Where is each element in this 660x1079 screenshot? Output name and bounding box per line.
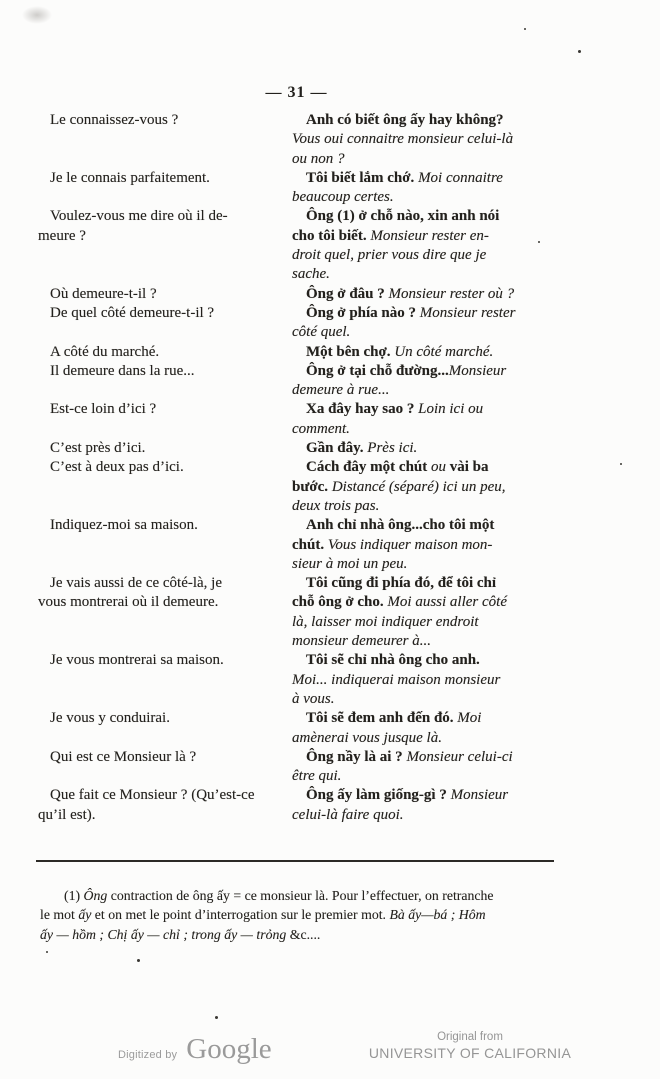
text-line xyxy=(292,323,557,342)
text-line xyxy=(292,651,557,670)
translation-cell xyxy=(292,169,557,208)
text-line xyxy=(292,806,557,825)
text-segment: sieur à moi un peu. xyxy=(292,555,408,572)
text-segment: Distancé (séparé) ici un peu, xyxy=(331,478,506,495)
text-segment: ấy — hồm ; Chị ấy — chỉ ; trong ấy — trỏng xyxy=(40,926,290,942)
text-segment: vous montrerai où il demeure. xyxy=(38,594,219,611)
text-segment: ấy xyxy=(78,907,92,923)
text-segment: Monsieur rester où ? xyxy=(388,285,515,302)
text-segment: Vous oui connaitre monsieur celui-là xyxy=(292,131,514,148)
phrase-row xyxy=(38,362,557,401)
phrase-row xyxy=(38,651,557,709)
text-segment: &c.... xyxy=(289,926,321,942)
translation-cell xyxy=(292,516,557,574)
text-segment: celui-là faire quoi. xyxy=(292,806,404,823)
phrase-rows xyxy=(38,111,557,825)
phrase-row xyxy=(38,458,557,516)
text-segment: deux trois pas. xyxy=(292,497,380,514)
text-segment: Cách đây một chút xyxy=(306,459,432,476)
google-watermark xyxy=(118,1033,272,1066)
text-segment: être qui. xyxy=(292,768,342,785)
text-line xyxy=(38,207,288,226)
text-segment: Qui est ce Monsieur là ? xyxy=(50,748,197,765)
text-line xyxy=(292,265,557,284)
translation-cell xyxy=(292,709,557,748)
scan-smudge xyxy=(22,6,52,24)
text-line xyxy=(292,362,557,381)
phrase-row xyxy=(38,343,557,362)
text-segment: Ông (1) ở chỗ nào, xin anh nói xyxy=(306,208,500,225)
text-segment: Monsieur xyxy=(450,787,509,804)
text-segment: (1) xyxy=(64,888,84,903)
translation-cell xyxy=(292,207,557,284)
digitized-by-label: Digitized by xyxy=(118,1049,178,1061)
footnote-rule xyxy=(36,860,554,862)
french-phrase-cell xyxy=(38,285,292,304)
phrase-row xyxy=(38,439,557,458)
text-line xyxy=(292,478,557,497)
translation-cell xyxy=(292,400,557,439)
translation-cell xyxy=(292,362,557,401)
page-number: — 31 — xyxy=(265,84,328,101)
scan-speck xyxy=(137,959,140,962)
text-line xyxy=(292,555,557,574)
text-segment: Monsieur celui-ci xyxy=(406,748,513,765)
phrase-table xyxy=(38,111,557,825)
text-line xyxy=(38,439,288,458)
text-line xyxy=(292,748,557,767)
french-phrase-cell xyxy=(38,516,292,535)
text-segment: le mot xyxy=(40,907,79,923)
text-segment: Monsieur rester xyxy=(419,304,516,321)
text-line xyxy=(292,536,557,555)
french-phrase-cell xyxy=(38,651,292,670)
text-line xyxy=(40,925,556,944)
translation-cell xyxy=(292,304,557,343)
text-line xyxy=(292,613,557,632)
text-line xyxy=(292,458,557,477)
text-line xyxy=(38,458,288,477)
text-line xyxy=(292,786,557,805)
text-line xyxy=(292,671,557,690)
text-line xyxy=(292,400,557,419)
text-segment: Ông ấy làm giống-gì ? xyxy=(306,787,451,804)
text-segment: Vous indiquer maison mon- xyxy=(327,536,493,553)
text-line xyxy=(38,786,288,805)
text-line xyxy=(292,767,557,786)
footnote xyxy=(40,886,556,944)
text-line xyxy=(292,111,557,130)
text-segment: là, laisser moi indiquer endroit xyxy=(292,613,479,630)
text-segment: Près ici. xyxy=(367,440,418,457)
text-line xyxy=(38,343,288,362)
text-segment: Tôi biết lắm chớ. xyxy=(306,169,419,186)
text-segment: Anh chỉ nhà ông...cho tôi một xyxy=(306,517,495,534)
text-line xyxy=(40,905,556,924)
french-phrase-cell xyxy=(38,748,292,767)
french-phrase-cell xyxy=(38,111,292,130)
text-line xyxy=(292,381,557,400)
text-segment: Ông ở phía nào ? xyxy=(306,304,420,321)
text-segment: Moi... indiquerai maison monsieur xyxy=(292,671,501,688)
text-segment: Est-ce loin d’ici ? xyxy=(50,401,157,418)
text-segment: Indiquez-moi sa maison. xyxy=(50,517,198,534)
text-line xyxy=(38,169,288,188)
text-segment: C’est à deux pas d’ici. xyxy=(50,459,184,476)
text-segment: Tôi cũng đi phía đó, để tôi chỉ xyxy=(306,575,497,592)
text-line xyxy=(38,516,288,535)
text-line xyxy=(38,709,288,728)
text-line xyxy=(38,362,288,381)
text-line xyxy=(38,593,288,612)
phrase-row xyxy=(38,786,557,825)
text-segment: Xa đây hay sao ? xyxy=(306,401,419,418)
text-line xyxy=(292,516,557,535)
text-line xyxy=(292,285,557,304)
text-segment: Monsieur xyxy=(448,362,507,379)
text-line xyxy=(292,169,557,188)
french-phrase-cell xyxy=(38,458,292,477)
text-segment: Ông ở tại chỗ đường... xyxy=(306,362,449,379)
text-line xyxy=(292,304,557,323)
text-segment: chút. xyxy=(292,536,328,553)
text-segment: Loin ici ou xyxy=(418,401,484,418)
text-segment: beaucoup certes. xyxy=(292,189,394,206)
translation-cell xyxy=(292,111,557,169)
text-segment: De quel côté demeure-t-il ? xyxy=(50,304,215,321)
google-logo: Google xyxy=(186,1033,272,1065)
translation-cell xyxy=(292,458,557,516)
text-line xyxy=(292,574,557,593)
text-segment: Ông ở đâu ? xyxy=(306,285,389,302)
text-line xyxy=(292,593,557,612)
text-segment: Le connaissez-vous ? xyxy=(50,112,179,128)
scan-speck xyxy=(46,951,48,953)
translation-cell xyxy=(292,786,557,825)
text-segment: Gần đây. xyxy=(306,440,368,457)
text-line xyxy=(292,227,557,246)
text-segment: Một bên chợ. xyxy=(306,343,395,360)
text-segment: ou non ? xyxy=(292,150,345,167)
text-segment: Moi connaitre xyxy=(418,169,503,186)
text-segment: Moi aussi aller côté xyxy=(387,594,507,611)
text-segment: Moi xyxy=(457,710,482,727)
text-line xyxy=(38,304,288,323)
french-phrase-cell xyxy=(38,362,292,381)
text-line xyxy=(292,709,557,728)
text-line xyxy=(38,748,288,767)
french-phrase-cell xyxy=(38,343,292,362)
text-segment: contraction de ông ấy = ce monsieur là. Pour l’effectuer, on retranche xyxy=(107,888,494,903)
text-line xyxy=(292,188,557,207)
text-line xyxy=(292,246,557,265)
translation-cell xyxy=(292,574,557,651)
french-phrase-cell xyxy=(38,786,292,825)
text-segment: meure ? xyxy=(38,227,86,244)
phrase-row xyxy=(38,400,557,439)
text-line xyxy=(292,343,557,362)
french-phrase-cell xyxy=(38,207,292,246)
french-phrase-cell xyxy=(38,709,292,728)
text-segment: bước. xyxy=(292,478,332,495)
text-segment: Je vous y conduirai. xyxy=(50,710,170,727)
text-segment: ou xyxy=(431,459,447,476)
text-line xyxy=(292,150,557,169)
translation-cell xyxy=(292,285,557,304)
text-line xyxy=(40,886,556,905)
text-segment: Ông nầy là ai ? xyxy=(306,748,407,765)
text-line xyxy=(38,651,288,670)
text-segment: Tôi sẽ đem anh đến đó. xyxy=(306,710,458,727)
phrase-row xyxy=(38,304,557,343)
phrase-row xyxy=(38,709,557,748)
scan-speck xyxy=(524,28,526,30)
text-line xyxy=(292,690,557,709)
text-segment: monsieur demeurer à... xyxy=(292,633,432,650)
text-segment: droit quel, prier vous dire que je xyxy=(292,247,487,264)
text-segment: Voulez-vous me dire où il de- xyxy=(50,208,228,225)
text-line xyxy=(292,729,557,748)
original-from-label: Original from xyxy=(437,1031,503,1043)
text-segment: et on met le point d’interrogation sur le premier mot. xyxy=(91,907,390,923)
text-segment: demeure à rue... xyxy=(292,382,390,399)
text-line xyxy=(292,439,557,458)
translation-cell xyxy=(292,439,557,458)
text-segment: C’est près d’ici. xyxy=(50,440,146,457)
text-line xyxy=(292,497,557,516)
translation-cell xyxy=(292,343,557,362)
text-line xyxy=(38,574,288,593)
text-segment: sache. xyxy=(292,266,330,283)
text-line xyxy=(292,632,557,651)
translation-cell xyxy=(292,748,557,787)
french-phrase-cell xyxy=(38,169,292,188)
text-segment: Bà ấy—bá ; Hôm xyxy=(389,907,486,923)
phrase-row xyxy=(38,285,557,304)
french-phrase-cell xyxy=(38,400,292,419)
text-segment: à vous. xyxy=(292,690,335,707)
phrase-row xyxy=(38,516,557,574)
phrase-row xyxy=(38,574,557,651)
french-phrase-cell xyxy=(38,574,292,613)
text-segment: Je vais aussi de ce côté-là, je xyxy=(50,575,223,592)
text-segment: qu’il est). xyxy=(38,806,96,823)
text-segment: Tôi sẽ chỉ nhà ông cho anh. xyxy=(306,652,480,669)
text-segment: Un côté marché. xyxy=(394,343,494,360)
phrase-row xyxy=(38,169,557,208)
text-line xyxy=(38,227,288,246)
text-line xyxy=(292,130,557,149)
scan-speck xyxy=(215,1016,218,1019)
phrase-row xyxy=(38,111,557,169)
text-segment: Il demeure dans la rue... xyxy=(50,362,195,379)
french-phrase-cell xyxy=(38,439,292,458)
phrase-row xyxy=(38,207,557,284)
text-segment: Monsieur rester en- xyxy=(370,227,489,244)
text-line xyxy=(38,111,288,130)
text-segment: Anh có biết ông ấy hay không? xyxy=(306,112,504,128)
text-segment: Ông xyxy=(83,888,108,903)
translation-cell xyxy=(292,651,557,709)
text-line xyxy=(38,285,288,304)
text-segment: Je le connais parfaitement. xyxy=(50,169,210,186)
provenance-watermark xyxy=(360,1030,580,1062)
scan-speck xyxy=(578,50,581,53)
text-segment: Où demeure-t-il ? xyxy=(50,285,157,302)
scan-speck xyxy=(620,463,622,465)
text-line xyxy=(38,400,288,419)
french-phrase-cell xyxy=(38,304,292,323)
institution-label: UNIVERSITY OF CALIFORNIA xyxy=(368,1045,572,1061)
text-segment: côté quel. xyxy=(292,324,351,341)
text-line xyxy=(292,207,557,226)
phrase-row xyxy=(38,748,557,787)
text-segment: comment. xyxy=(292,420,350,437)
text-segment: amènerai vous jusque là. xyxy=(292,729,442,746)
text-line xyxy=(292,420,557,439)
text-segment: chỗ ông ở cho. xyxy=(292,594,388,611)
text-segment: Que fait ce Monsieur ? (Qu’est-ce xyxy=(50,787,255,804)
text-segment: cho tôi biết. xyxy=(292,227,371,244)
text-segment: vài ba xyxy=(446,459,489,476)
text-line xyxy=(38,806,288,825)
text-segment: A côté du marché. xyxy=(50,343,160,360)
text-segment: Je vous montrerai sa maison. xyxy=(50,652,224,669)
